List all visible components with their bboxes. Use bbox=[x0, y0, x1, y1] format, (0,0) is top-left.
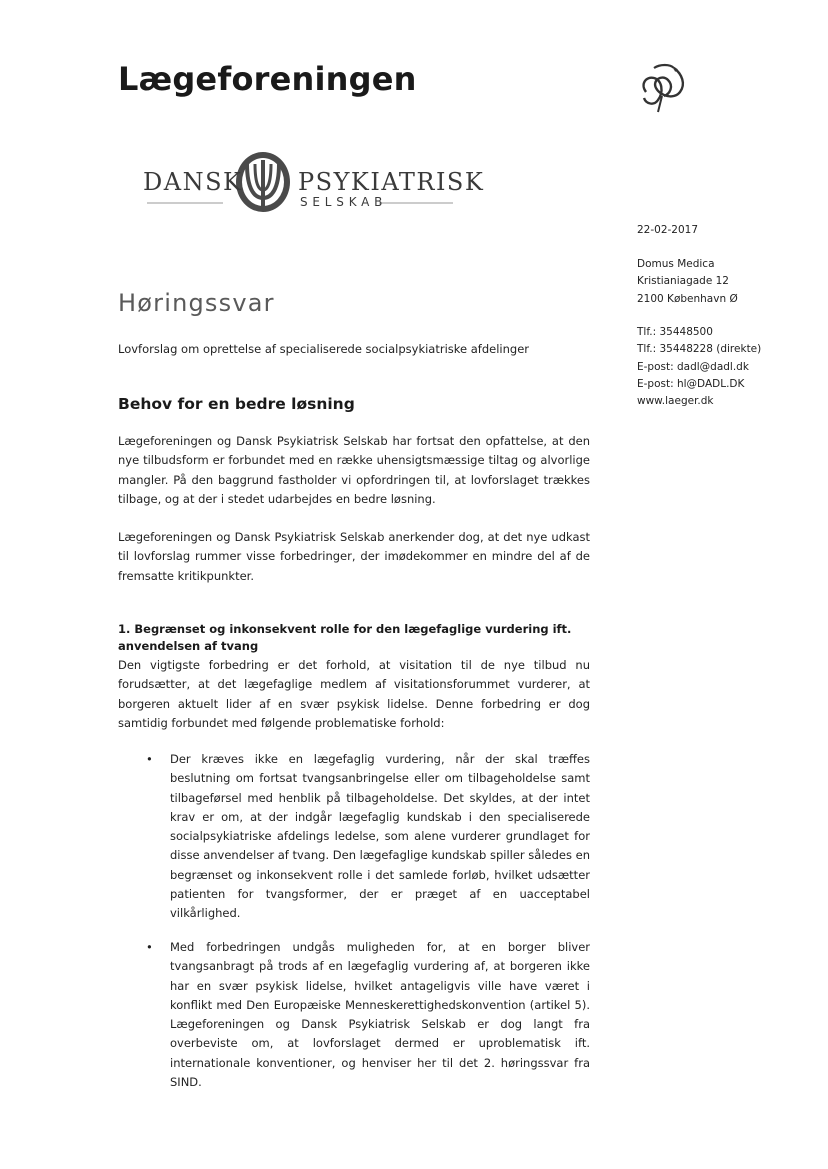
list-item-text: Der kræves ikke en lægefaglig vurdering, når der skal træffes beslutning om fortsat tvangsanbringelse eller om tilbageholdelse samt tilbageførsel med henblik på tilbageholdelse. Det skyldes, at der intet krav er om, at der indgår lægefaglig kundskab i den specialiserede socialpsykiatriske afdelings ledelse, som alene vurderer grundlaget for disse anvendelser af tvang. Den lægefaglige kundskab spiller således en begrænset og inkonsekvent rolle i det samlede forløb, hvilket udsætter patienten for tvangsformer, der er præget af en uacceptabel vilkårlighed. bbox=[170, 752, 590, 921]
point-intro-paragraph: Den vigtigste forbedring er det forhold, at visitation til de nye tilbud nu forudsætter, at det lægefaglige medlem af visitationsforummet vurderer, at borgeren aktuelt lider af en svær psykisk lidelse. Denne forbedring er dog samtidig forbundet med følgende problematiske forhold: bbox=[118, 658, 590, 730]
email-hl[interactable]: E-post: hl@DADL.DK bbox=[637, 377, 745, 390]
logo-text-dansk: DANSK bbox=[143, 168, 243, 196]
bullet-icon: • bbox=[146, 940, 153, 954]
phone-main: Tlf.: 35448500 bbox=[637, 326, 713, 338]
logo-text-selskab: SELSKAB bbox=[300, 195, 388, 209]
contact-block bbox=[637, 324, 761, 410]
body-paragraph: Lægeforeningen og Dansk Psykiatrisk Selskab har fortsat den opfattelse, at den nye tilbudsform er forbundet med en række uhensigtsmæssige tiltag og alvorlige mangler. På den baggrund fastholder vi opfordringen til, at lovforslaget trækkes tilbage, og at der i stedet udarbejdes en bedre løsning. bbox=[118, 434, 590, 506]
section-heading: Behov for en bedre løsning bbox=[118, 395, 355, 413]
list-item bbox=[146, 938, 590, 1092]
website-link[interactable]: www.laeger.dk bbox=[637, 395, 714, 408]
bullet-icon: • bbox=[146, 752, 153, 766]
document-date: 22-02-2017 bbox=[637, 224, 699, 236]
point-heading: 1. Begrænset og inkonsekvent rolle for den lægefaglige vurdering ift. anvendelsen af tvang bbox=[118, 622, 572, 653]
address-line: 2100 København Ø bbox=[637, 292, 738, 305]
logo-text-psykiatrisk: PSYKIATRISK bbox=[298, 168, 485, 196]
bullet-list bbox=[146, 938, 590, 1092]
address-line: Kristianiagade 12 bbox=[637, 275, 729, 288]
address-block bbox=[637, 256, 738, 308]
bullet-list bbox=[146, 750, 590, 924]
phone-direct: Tlf.: 35448228 (direkte) bbox=[637, 343, 762, 356]
document-subtitle: Lovforslag om oprettelse af specialiserede socialpsykiatriske afdelinger bbox=[118, 342, 530, 356]
document-title: Høringssvar bbox=[118, 289, 275, 317]
list-item-text: Med forbedringen undgås muligheden for, at en borger bliver tvangsanbragt på trods af en lægefaglig vurdering af, at borgeren ikke har en svær psykisk lidelse, hvilket antageligvis ville have været i konflikt med Den Europæiske Menneskerettighedskonvention (artikel 5). Lægeforeningen og Dansk Psykiatrisk Selskab er dog langt fra overbeviste om, at lovforslaget dermed er uproblematisk ift. internationale konventioner, og henviser her til det 2. høringssvar fra SIND. bbox=[170, 940, 590, 1090]
list-item bbox=[146, 750, 590, 924]
address-line: Domus Medica bbox=[637, 258, 715, 270]
staff-of-asclepius-icon bbox=[636, 62, 692, 114]
body-paragraph: Lægeforeningen og Dansk Psykiatrisk Selskab anerkender dog, at det nye udkast til lovforslag rummer visse forbedringer, der imødekommer en mindre del af de fremsatte kritikpunkter. bbox=[118, 530, 590, 583]
email-dadl[interactable]: E-post: dadl@dadl.dk bbox=[637, 360, 749, 373]
organization-name: Lægeforeningen bbox=[118, 60, 417, 98]
